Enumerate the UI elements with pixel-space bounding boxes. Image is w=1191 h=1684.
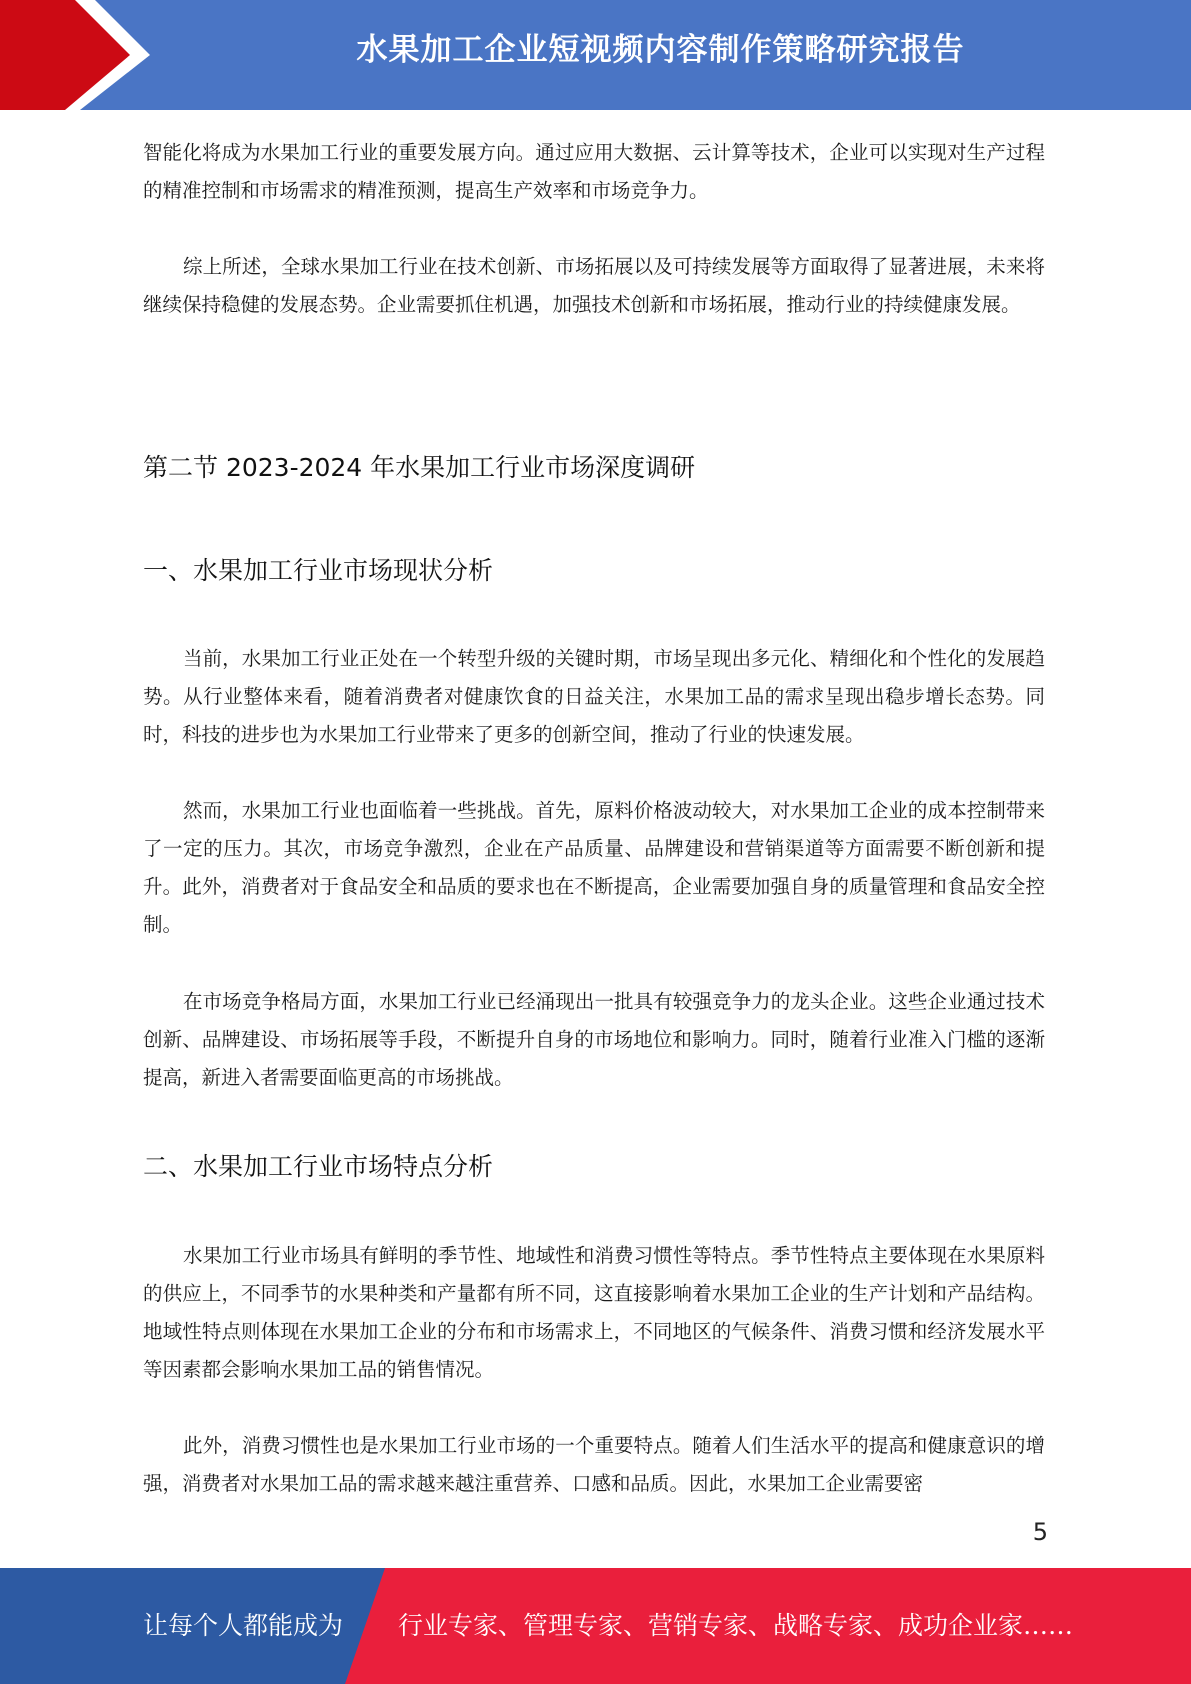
section-title: 第二节 2023-2024 年水果加工行业市场深度调研	[143, 453, 696, 482]
page-footer	[0, 1568, 1191, 1684]
page-header	[0, 0, 1191, 110]
paragraph-status-2: 然而，水果加工行业也面临着一些挑战。首先，原料价格波动较大，对水果加工企业的成本控制带来了一定的压力。其次，市场竞争激烈，企业在产品质量、品牌建设和营销渠道等方面需要不断创新和提升。此外，消费者对于食品安全和品质的要求也在不断提高，企业需要加强自身的质量管理和食品安全控制。	[143, 799, 1045, 936]
paragraph-intro-2: 综上所述，全球水果加工行业在技术创新、市场拓展以及可持续发展等方面取得了显著进展，未来将继续保持稳健的发展态势。企业需要抓住机遇，加强技术创新和市场拓展，推动行业的持续健康发展。	[143, 255, 1045, 316]
footer-slogan-left: 让每个人都能成为	[143, 1611, 344, 1640]
report-title: 水果加工企业短视频内容制作策略研究报告	[356, 32, 965, 68]
paragraph-features-1: 水果加工行业市场具有鲜明的季节性、地域性和消费习惯性等特点。季节性特点主要体现在水果原料的供应上，不同季节的水果种类和产量都有所不同，这直接影响着水果加工企业的生产计划和产品结构。地域性特点则体现在水果加工企业的分布和市场需求上，不同地区的气候条件、消费习惯和经济发展水平等因素都会影响水果加工品的销售情况。	[143, 1244, 1045, 1381]
paragraph-features-2: 此外，消费习惯性也是水果加工行业市场的一个重要特点。随着人们生活水平的提高和健康意识的增强，消费者对水果加工品的需求越来越注重营养、口感和品质。因此，水果加工企业需要密	[143, 1434, 1045, 1495]
footer-slogan-right: 行业专家、管理专家、营销专家、战略专家、成功企业家……	[398, 1611, 1074, 1640]
paragraph-status-3: 在市场竞争格局方面，水果加工行业已经涌现出一批具有较强竞争力的龙头企业。这些企业通过技术创新、品牌建设、市场拓展等手段，不断提升自身的市场地位和影响力。同时，随着行业准入门槛的逐渐提高，新进入者需要面临更高的市场挑战。	[143, 990, 1045, 1089]
page-number: 5	[1032, 1518, 1048, 1546]
paragraph-intro-1: 智能化将成为水果加工行业的重要发展方向。通过应用大数据、云计算等技术，企业可以实现对生产过程的精准控制和市场需求的精准预测，提高生产效率和市场竞争力。	[143, 141, 1045, 202]
subsection-1-title: 一、水果加工行业市场现状分析	[143, 556, 494, 585]
subsection-2-title: 二、水果加工行业市场特点分析	[143, 1152, 494, 1181]
paragraph-status-1: 当前，水果加工行业正处在一个转型升级的关键时期，市场呈现出多元化、精细化和个性化的发展趋势。从行业整体来看，随着消费者对健康饮食的日益关注，水果加工品的需求呈现出稳步增长态势。同时，科技的进步也为水果加工行业带来了更多的创新空间，推动了行业的快速发展。	[143, 647, 1045, 746]
